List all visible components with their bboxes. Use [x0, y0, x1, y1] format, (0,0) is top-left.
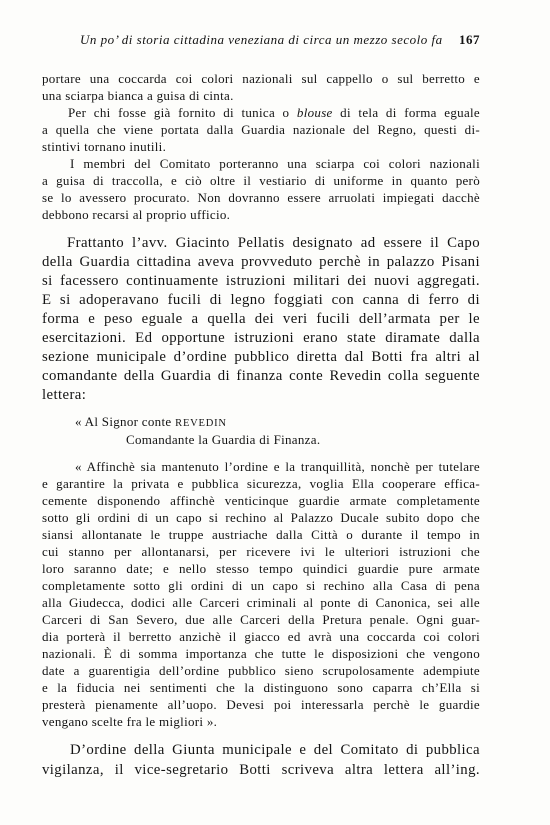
- text-line: sotto gli ordini di un capo si rechino al Palazzo Ducale subito dopo che: [42, 510, 480, 525]
- text-line: portare una coccarda coi colori nazionali sul cappello o sul berretto e: [42, 71, 480, 86]
- intro-notes: [42, 70, 480, 223]
- text-line: stintivi tornano inutili.: [42, 139, 167, 154]
- text-line: debbono recarsi al proprio ufficio.: [42, 207, 231, 222]
- paragraph: [42, 155, 480, 223]
- text-line: lettera:: [42, 387, 87, 403]
- text-line: cui stanno per allontanarsi, per ricevere ivi le ulteriori istruzioni che: [42, 544, 480, 559]
- text-line: siansi allontanate le truppe austriache dalla Città o durante il tempo in: [42, 527, 480, 542]
- paragraph: [42, 104, 480, 155]
- text-line: date a guarentigia dell’ordine pubblico sieno scrupolosamente adempiute: [42, 663, 480, 678]
- text-line: esercitazioni. Ed opportune istruzioni erano state diramate dalla: [42, 330, 480, 346]
- narrative-paragraph: [42, 234, 480, 405]
- text-span: Per chi fosse già fornito di tunica o: [68, 105, 297, 120]
- text-line: a quella che viene portata dalla Guardia nazionale del Regno, questi di-: [42, 122, 480, 137]
- text-line: D’ordine della Giunta municipale e del Comitato di pubblica: [70, 742, 480, 758]
- text-line: Frattanto l’avv. Giacinto Pellatis designato ad essere il Capo: [67, 235, 480, 251]
- letter-address: [42, 413, 480, 449]
- text-line: se lo avessero procurato. Non dovranno essere arruolati impiegati dacchè: [42, 190, 480, 205]
- paragraph: [42, 70, 480, 104]
- letter-body: [42, 458, 480, 730]
- text-line: alla Giudecca, dodici alle Carceri criminali al ponte di Canonica, sei alle: [42, 595, 480, 610]
- text-line: e garantire la privata e pubblica sicurezza, voglia Ella cooperare effica-: [42, 476, 480, 491]
- salutation-line: [42, 413, 480, 431]
- text-line: nazionali. È di somma importanza che tutte le disposizioni che vengono: [42, 646, 480, 661]
- recipient-title: Comandante la Guardia di Finanza.: [126, 432, 321, 447]
- text-line: completamente sotto gli ordini di un capo si rechino alla Casa di pena: [42, 578, 480, 593]
- text-span: di tela di forma eguale: [332, 105, 480, 120]
- running-title: Un po’ di storia cittadina veneziana di circa un mezzo secolo fa: [80, 32, 443, 47]
- text-line: forma e peso eguale a quella dei veri fucili dell’armata per le: [42, 311, 480, 327]
- text-line: I membri del Comitato porteranno una sciarpa coi colori nazionali: [70, 156, 480, 171]
- text-line: presterà pienamente all’uopo. Devesi poi interessarla perchè le guardie: [42, 697, 480, 712]
- italic-word: blouse: [296, 105, 333, 120]
- text-line: dia porterà il berretto anzichè il giacco ed avrà una coccarda coi colori: [42, 629, 480, 644]
- salutation: « Al Signor conte: [75, 414, 172, 429]
- text-line: Carceri di San Severo, due alle Carceri della Pretura penale. Ogni guar-: [42, 612, 480, 627]
- text-line: [42, 104, 480, 121]
- text-line: loro saranno date; e nello stesso tempo quindici guardie pure armate: [42, 561, 480, 576]
- page-number: 167: [459, 32, 480, 47]
- closing-paragraph: [42, 740, 480, 780]
- text-line: sezione municipale d’ordine pubblico diretta dal Botti fra altri al: [42, 349, 480, 365]
- text-line: E si adoperavano fucili di legno foggiati con canna di ferro di: [42, 292, 480, 308]
- text-line: della Guardia cittadina aveva provveduto perchè in palazzo Pisani: [42, 254, 480, 270]
- text-line: vengano scelte fra le migliori ».: [42, 714, 218, 729]
- text-line: si facessero continuamente istruzioni militari dei nuovi aggregati.: [42, 273, 480, 289]
- text-line: « Affinchè sia mantenuto l’ordine e la tranquillità, nonchè per tutelare: [75, 459, 480, 474]
- text-line: e la fiducia nei sentimenti che la distinguono sono caparra ch’Ella si: [42, 680, 480, 695]
- recipient-name: REVEDIN: [175, 418, 227, 429]
- text-line: vigilanza, il vice-segretario Botti scriveva altra lettera all’ing.: [42, 762, 480, 778]
- text-line: cemente disponendo affinchè venticinque guardie armate completamente: [42, 493, 480, 508]
- text-line: una sciarpa bianca a guisa di cinta.: [42, 88, 234, 103]
- text-line: a guisa di traccolla, e ciò oltre il vestiario di uniforme in quanto però: [42, 173, 480, 188]
- text-line: comandante della Guardia di finanza conte Revedin colla seguente: [42, 368, 480, 384]
